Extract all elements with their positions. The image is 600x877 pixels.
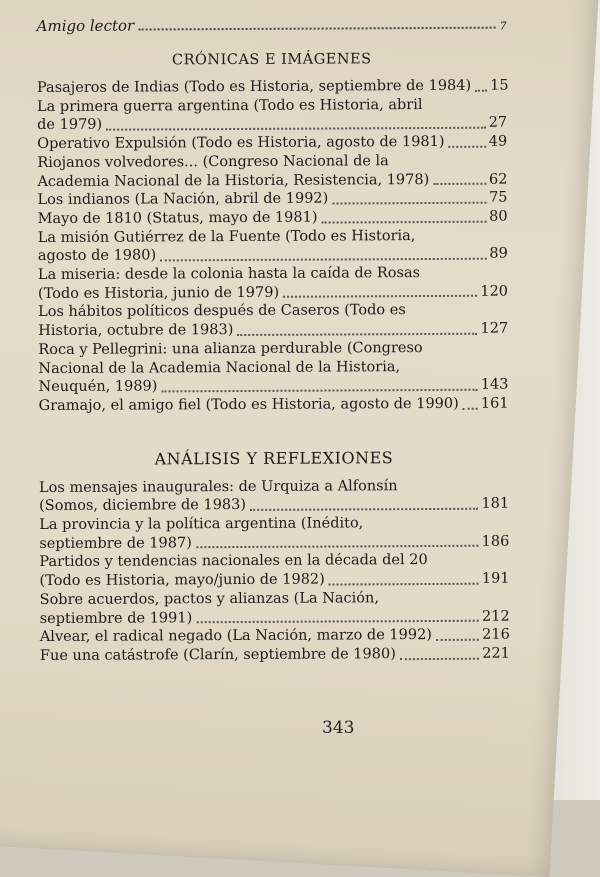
toc-entry-row <box>37 189 507 210</box>
toc-page-number: 181 <box>481 495 510 513</box>
toc-entry <box>39 395 509 416</box>
leader-dots <box>321 220 486 223</box>
toc-page-number: 216 <box>482 626 510 644</box>
leader-dots <box>138 27 495 31</box>
toc-entry-text: Operativo Expulsión (Todo es Historia, agosto de 1981) <box>37 134 445 153</box>
toc-entry <box>39 514 509 554</box>
toc-entry-row <box>37 170 507 191</box>
leader-dots <box>196 545 479 548</box>
toc-entry <box>38 208 508 229</box>
toc-page-number: 7 <box>499 19 507 33</box>
toc-entry-row <box>38 320 508 341</box>
toc-list-cronicas <box>37 77 509 416</box>
toc-entry-text: Riojanos volvedores... (Congreso Nacional de la <box>37 153 389 171</box>
toc-list-analisis <box>39 476 510 665</box>
leader-dots <box>161 389 477 393</box>
toc-entry <box>38 226 508 266</box>
toc-entry <box>40 626 510 647</box>
toc-entry-row <box>37 114 507 135</box>
toc-entry <box>38 338 508 397</box>
toc-entry-text: Nacional de la Academia Nacional de la Historia, <box>38 358 401 377</box>
toc-page-number: 191 <box>481 570 510 587</box>
toc-entry-row <box>39 395 509 416</box>
toc-entry <box>37 133 507 154</box>
toc-entry-row <box>40 626 510 647</box>
leader-dots <box>475 89 487 91</box>
toc-page-number: 80 <box>489 208 508 225</box>
toc-entry-text: (Todo es Historia, mayo/junio de 1982) <box>39 571 325 590</box>
leader-dots <box>283 295 477 298</box>
toc-entry <box>40 645 510 666</box>
toc-page-number: 186 <box>481 533 510 550</box>
toc-entry <box>37 77 507 98</box>
toc-page-number: 49 <box>488 133 508 150</box>
toc-entry-text: Los mensajes inaugurales: de Urquiza a Alfonsín <box>38 477 398 496</box>
leader-dots <box>250 508 478 511</box>
toc-entry <box>40 588 510 628</box>
page-number: 343 <box>322 718 355 738</box>
section-title-cronicas: CRÓNICAS E IMÁGENES <box>171 51 372 69</box>
toc-entry-amigo-lector <box>37 15 507 35</box>
leader-dots <box>449 146 486 148</box>
toc-entry-row <box>37 133 507 154</box>
toc-entry <box>37 189 507 210</box>
section-title-analisis: ANÁLISIS Y REFLEXIONES <box>154 447 394 469</box>
toc-entry <box>39 551 509 591</box>
toc-entry-row <box>38 245 508 266</box>
toc-entry-row <box>38 376 508 397</box>
toc-entry-text: Neuquén, 1989) <box>38 378 158 396</box>
toc-entry-text: de 1979) <box>37 117 103 134</box>
toc-page-number: 89 <box>489 245 508 263</box>
leader-dots <box>436 639 479 641</box>
toc-entry-row <box>38 208 508 229</box>
toc-entry-text: La miseria: desde la colonia hasta la caída de Rosas <box>37 265 421 284</box>
toc-entry-text: Pasajeros de Indias (Todo es Historia, septiembre de 1984) <box>36 77 472 97</box>
leader-dots <box>400 657 479 659</box>
toc-entry-text: Historia, octubre de 1983) <box>38 322 234 340</box>
toc-entry-text: La primera guerra argentina (Todo es Historia, abril <box>36 96 423 115</box>
toc-entry-text: Academia Nacional de la Historia, Resistencia, 1978) <box>37 171 430 190</box>
toc-entry-text: Sobre acuerdos, pactos y alianzas (La Nación, <box>39 590 380 608</box>
leader-dots <box>329 583 479 586</box>
toc-entry <box>38 264 508 304</box>
toc-entry <box>39 476 509 516</box>
toc-entry-row <box>40 607 510 628</box>
toc-page-number: 161 <box>480 395 509 412</box>
toc-entry-row <box>40 645 510 666</box>
leader-dots <box>196 620 479 623</box>
toc-page-number: 27 <box>488 114 508 132</box>
toc-page-number: 120 <box>480 283 509 300</box>
toc-entry-row <box>37 77 507 98</box>
toc-entry-text: Fue una catástrofe (Clarín, septiembre de 1980) <box>39 646 396 665</box>
toc-entry <box>37 151 507 191</box>
toc-entry-text: (Somos, diciembre de 1983) <box>39 497 247 515</box>
toc-entry-row <box>38 282 508 303</box>
leader-dots <box>106 127 486 131</box>
toc-entry-text: Mayo de 1810 (Status, mayo de 1981) <box>37 209 318 227</box>
leader-dots <box>332 202 486 205</box>
toc-page-number: 127 <box>480 320 509 337</box>
leader-dots <box>237 333 477 336</box>
toc-entry-text: Alvear, el radical negado (La Nación, marzo de 1992) <box>39 627 432 646</box>
toc-page-number: 143 <box>480 376 509 393</box>
toc-entry-text: septiembre de 1987) <box>39 535 192 552</box>
toc-page-number: 75 <box>489 189 508 206</box>
toc-entry-text: La provincia y la política argentina (Inédito, <box>39 515 364 534</box>
toc-entry-label: Amigo lector <box>36 16 135 36</box>
toc-page-number: 62 <box>488 171 508 188</box>
toc-entry-text: septiembre de 1991) <box>39 609 193 627</box>
toc-entry-text: Los indianos (La Nación, abril de 1992) <box>37 190 329 209</box>
toc-entry-text: Los hábitos políticos después de Caseros (Todo es <box>38 302 406 321</box>
toc-entry-text: Roca y Pellegrini: una alianza perdurable (Congreso <box>38 339 423 358</box>
toc-entry-text: Gramajo, el amigo fiel (Todo es Historia, agosto de 1990) <box>38 395 459 415</box>
leader-dots <box>463 407 478 409</box>
leader-dots <box>433 183 486 185</box>
toc-entry-text: Partidos y tendencias nacionales en la década del 20 <box>39 552 428 571</box>
toc-entry-row <box>39 570 509 591</box>
toc-page-number: 221 <box>482 645 510 662</box>
toc-page-number: 212 <box>481 608 510 625</box>
table-of-contents <box>37 15 510 666</box>
toc-entry <box>37 95 507 135</box>
toc-entry-text: La misión Gutiérrez de la Fuente (Todo es Historia, <box>37 227 416 246</box>
toc-page-number: 15 <box>490 77 509 94</box>
leader-dots <box>160 258 486 262</box>
toc-entry-row <box>39 495 509 516</box>
toc-entry <box>38 301 508 341</box>
toc-entry-text: (Todo es Historia, junio de 1979) <box>37 284 280 302</box>
toc-entry-text: agosto de 1980) <box>37 247 157 265</box>
toc-entry-row <box>39 532 509 553</box>
